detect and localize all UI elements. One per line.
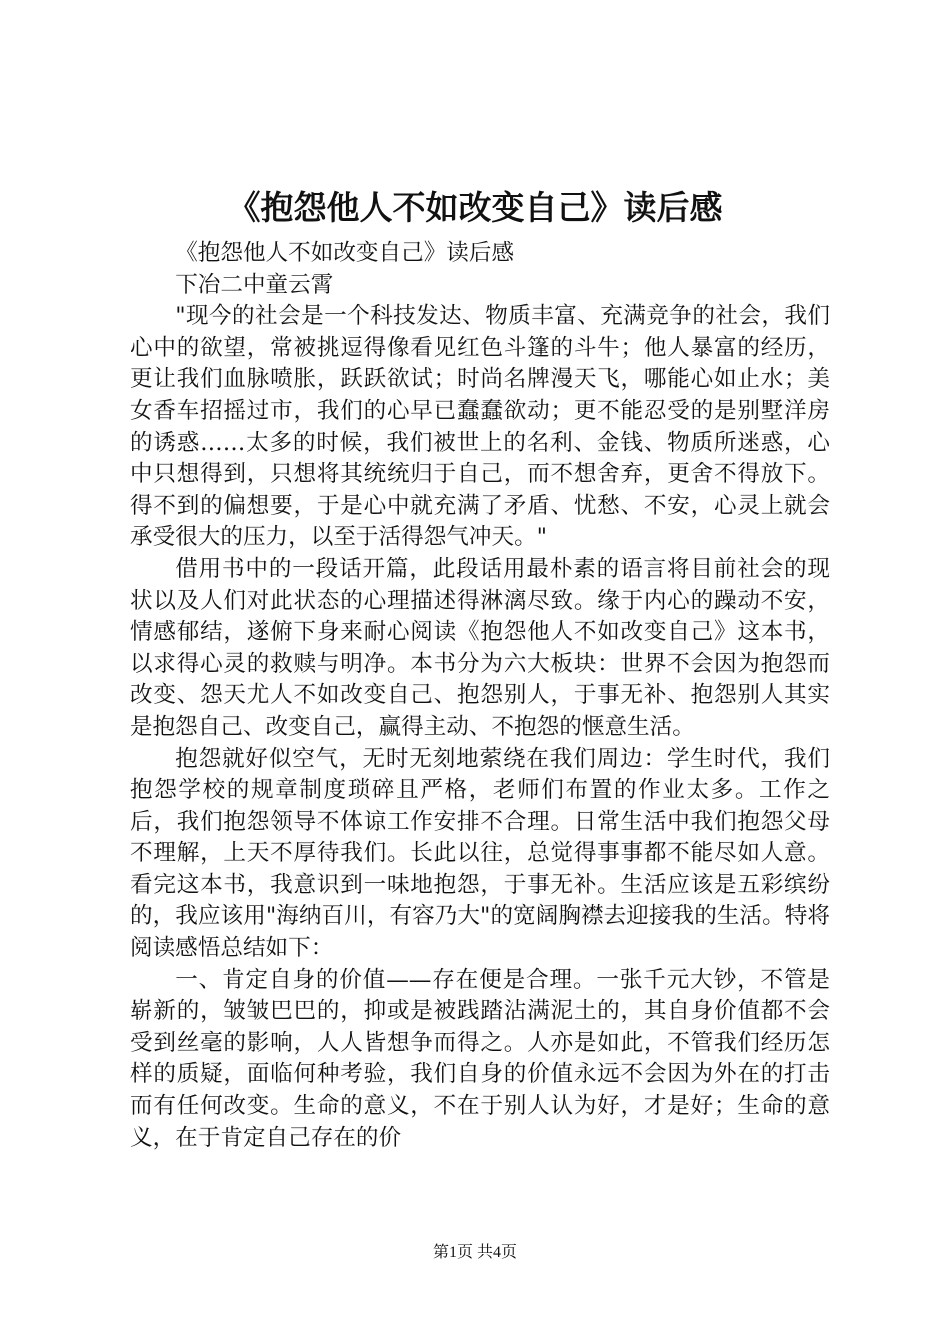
paragraph-intro: 借用书中的一段话开篇，此段话用最朴素的语言将目前社会的现状以及人们对此状态的心理描述得淋漓尽致。缘于内心的躁动不安，情感郁结，遂俯下身来耐心阅读《抱怨他人不如改变自己》这本书，以求得心灵的救赎与明净。本书分为六大板块：世界不会因为抱怨而改变、怨天尤人不如改变自己、抱怨别人，于事无补、抱怨别人其实是抱怨自己、改变自己，赢得主动、不抱怨的惬意生活。 [130,555,830,740]
paragraph-complaint: 抱怨就好似空气，无时无刻地萦绕在我们周边：学生时代，我们抱怨学校的规章制度琐碎且严格，老师们布置的作业太多。工作之后，我们抱怨领导不体谅工作安排不合理。日常生活中我们抱怨父母不理解，上天不厚待我们。长此以往，总觉得事事都不能尽如人意。看完这本书，我意识到一味地抱怨，于事无补。生活应该是五彩缤纷的，我应该用"海纳百川，有容乃大"的宽阔胸襟去迎接我的生活。特将阅读感悟总结如下： [130,745,830,962]
paragraph-quote: "现今的社会是一个科技发达、物质丰富、充满竞争的社会，我们心中的欲望，常被挑逗得像看见红色斗篷的斗牛；他人暴富的经历，更让我们血脉喷胀，跃跃欲试；时尚名牌漫天飞，哪能心如止水；美女香车招摇过市，我们的心早已蠢蠢欲动；更不能忍受的是别墅洋房的诱惑……太多的时候，我们被世上的名利、金钱、物质所迷惑，心中只想得到，只想将其统统归于自己，而不想舍弃，更舍不得放下。得不到的偏想要，于是心中就充满了矛盾、忧愁、不安，心灵上就会承受很大的压力，以至于活得怨气冲天。" [130,303,830,551]
page-footer: 第1页 共4页 [432,1244,517,1261]
paragraph-author: 下冶二中童云霄 [175,271,334,298]
document-body [130,238,830,1154]
paragraph-point-one: 一、肯定自身的价值——存在便是合理。一张千元大钞，不管是崭新的，皱皱巴巴的，抑或是被践踏沾满泥土的，其自身价值都不会受到丝毫的影响，人人皆想争而得之。人亦是如此，不管我们经历怎样的质疑，面临何种考验，我们自身的价值永远不会因为外在的打击而有任何改变。生命的意义，不在于别人认为好，才是好；生命的意义，在于肯定自己存在的价 [130,966,830,1151]
paragraph-subtitle: 《抱怨他人不如改变自己》读后感 [175,240,515,266]
document-title: 《抱怨他人不如改变自己》读后感 [227,188,723,227]
